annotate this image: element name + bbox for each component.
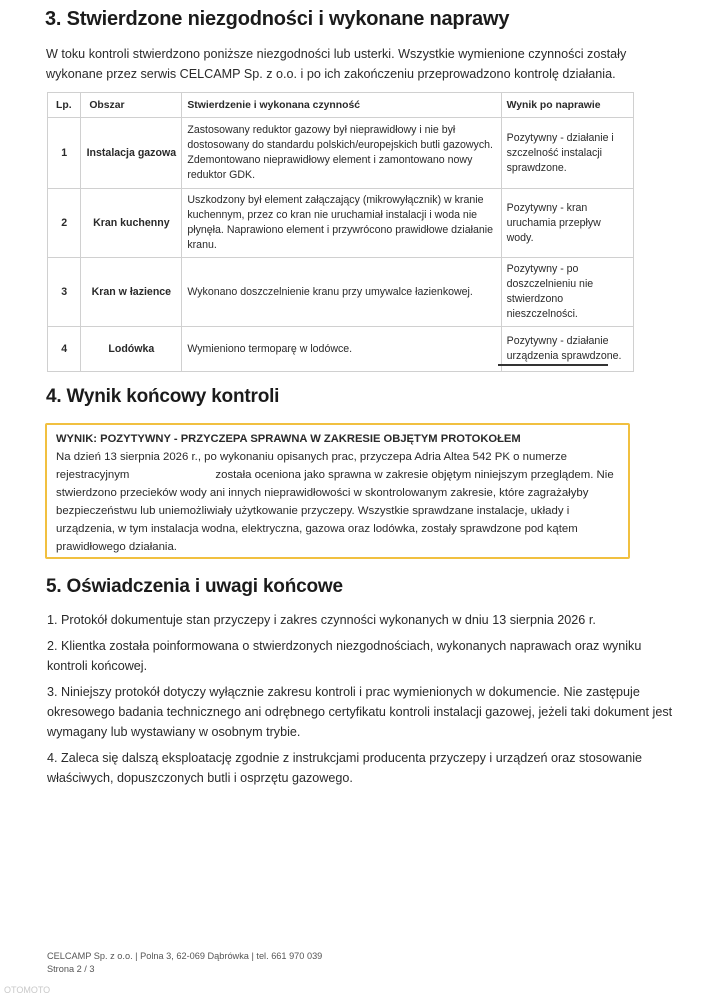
header-desc: Stwierdzenie i wykonana czynność (182, 93, 501, 118)
row-result (501, 118, 633, 189)
row-desc: Zastosowany reduktor gazowy był nieprawidłowy i nie był dostosowany do standardu polskich/europejskich butli gazowych. Zdemontowano nieprawidłowy element i zamontowano nowy reduktor GDK. (182, 118, 501, 189)
result-line: sprawdzone. (506, 161, 567, 174)
intro-line-2: wykonane przez serwis CELCAMP Sp. z o.o. i po ich zakończeniu przeprowadzono kontrolę działania. (46, 67, 616, 81)
result-line: Pozytywny - działanie i (506, 131, 614, 144)
row-lp: 2 (48, 189, 81, 258)
result-text-part-1: Na dzień 13 sierpnia 2026 r., po wykonaniu opisanych prac, przyczepa Adria Altea 542 PK o numerze rejestracyjnym (56, 451, 567, 481)
result-line: uruchamia przepływ wody. (506, 216, 601, 244)
result-line: Pozytywny - kran (506, 201, 588, 214)
final-result-box (45, 423, 630, 559)
page-footer (47, 950, 322, 976)
list-item: 4. Zaleca się dalszą eksploatację zgodnie z instrukcjami producenta przyczepy i urządzeń oraz stosowanie właściwych, dopuszczonych butli i osprzętu gazowego. (47, 751, 643, 785)
footer-page-number: Strona 2 / 3 (47, 964, 95, 974)
result-line: szczelność instalacji (506, 146, 603, 159)
result-line: stwierdzono (506, 293, 564, 305)
table-row (48, 258, 634, 327)
watermark: OTOMOTO (4, 985, 51, 995)
result-line: Pozytywny - po (506, 263, 579, 275)
header-lp: Lp. (48, 93, 81, 118)
row-area: Lodówka (81, 327, 182, 372)
row-desc: Wykonano doszczelnienie kranu przy umywalce łazienkowej. (182, 258, 501, 327)
table-row (48, 118, 634, 189)
row-desc: Uszkodzony był element załączający (mikrowyłącznik) w kranie kuchennym, przez co kran nie uruchamiał instalacji i woda nie płynęła. Naprawiono element i przywrócono prawidłowe działanie kranu. (182, 189, 501, 258)
result-box-title: WYNIK: POZYTYWNY - PRZYCZEPA SPRAWNA W ZAKRESIE OBJĘTYM PROTOKOŁEM (56, 433, 521, 445)
result-line: doszczelnieniu nie (506, 278, 594, 290)
row-result (501, 258, 633, 327)
row-lp: 3 (48, 258, 81, 327)
result-line: nieszczelności. (506, 308, 578, 320)
row-area: Kran kuchenny (81, 189, 182, 258)
repairs-table (47, 92, 634, 372)
row-lp: 4 (48, 327, 81, 372)
list-item: 2. Klientka została poinformowana o stwierdzonych niezgodnościach, wykonanych naprawach oraz wyniku kontroli końcowej. (47, 639, 642, 673)
redacted-registration (129, 468, 215, 480)
header-result: Wynik po naprawie (501, 93, 633, 118)
result-text-part-2: została oceniona jako sprawna w zakresie objętym niniejszym przeglądem. Nie stwierdzono przecieków wody ani innych nieprawidłowości w skontrolowanym zakresie, które zagrażałyby bezpieczeństwu lub uniemożliwiały użytkowanie przyczepy. Wszystkie sprawdzane instalacje, układy i urządzenia, w tym instalacja wodna, elektryczna, gazowa oraz lodówka, zostały sprawdzone pod kątem prawidłowego działania. (56, 469, 614, 553)
row-area: Kran w łazience (81, 258, 182, 327)
section-3-title: 3. Stwierdzone niezgodności i wykonane naprawy (45, 8, 510, 30)
result-box-text (56, 448, 620, 556)
result-line: Pozytywny - działanie (506, 335, 609, 347)
section-5-title: 5. Oświadczenia i uwagi końcowe (46, 576, 343, 597)
list-item: 1. Protokół dokumentuje stan przyczepy i zakres czynności wykonanych w dniu 13 sierpnia 2026 r. (47, 613, 596, 627)
result-line: urządzenia sprawdzone. (506, 350, 622, 362)
table-header-row (48, 93, 634, 118)
row-area: Instalacja gazowa (81, 118, 182, 189)
row-lp: 1 (48, 118, 81, 189)
footer-company-line: CELCAMP Sp. z o.o. | Polna 3, 62-069 Dąbrówka | tel. 661 970 039 (47, 951, 323, 961)
handwritten-underline (498, 364, 608, 366)
row-result (501, 189, 633, 258)
row-desc: Wymieniono termoparę w lodówce. (182, 327, 501, 372)
intro-line-1: W toku kontroli stwierdzono poniższe niezgodności lub usterki. Wszystkie wymienione czynności zostały (46, 47, 627, 61)
list-item: 3. Niniejszy protokół dotyczy wyłącznie zakresu kontroli i prac wymienionych w dokumencie. Nie zastępuje okresowego badania technicznego ani odrębnego certyfikatu kontroli instalacji gazowej, jeżeli taki dokument jest wymagany lub wystawiany w osobnym trybie. (47, 685, 673, 739)
section-3-intro (46, 44, 676, 84)
final-remarks-list (47, 610, 677, 794)
header-area: Obszar (81, 93, 182, 118)
section-4-title: 4. Wynik końcowy kontroli (46, 386, 280, 407)
table-row (48, 189, 634, 258)
